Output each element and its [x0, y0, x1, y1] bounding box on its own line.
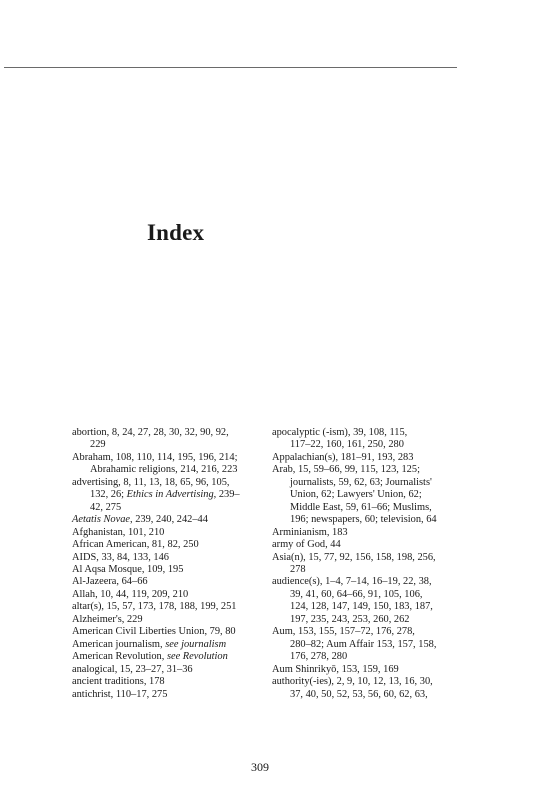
index-entry-continuation: [272, 589, 472, 601]
index-entry-line: [272, 552, 472, 564]
index-entry-line: [272, 464, 472, 476]
index-entry-text: authority(-ies), 2, 9, 10, 12, 13, 16, 30,: [272, 676, 433, 688]
index-entry-text: 42, 275: [90, 501, 122, 513]
index-entry-continuation: [272, 514, 472, 526]
index-entry-continuation: [272, 689, 472, 701]
index-entry-line: [72, 589, 268, 601]
index-entry-text: 37, 40, 50, 52, 53, 56, 60, 62, 63,: [290, 688, 428, 700]
index-entry-line: [72, 639, 268, 651]
index-entry-line: [272, 527, 472, 539]
index-entry-text: antichrist, 110–17, 275: [72, 688, 168, 700]
index-entry: [72, 601, 268, 613]
index-entry-line: [272, 539, 472, 551]
index-entry-text: 176, 278, 280: [290, 651, 348, 663]
index-entry-text: AIDS, 33, 84, 133, 146: [72, 551, 169, 563]
index-entry-italic-text: see journalism: [165, 638, 227, 650]
index-entry-line: [72, 427, 268, 439]
header-rule: [4, 67, 457, 68]
index-entry-line: [72, 539, 268, 551]
index-entry-text: analogical, 15, 23–27, 31–36: [72, 663, 193, 675]
index-entry: [72, 552, 268, 564]
index-entry-line: [72, 614, 268, 626]
index-entry-text: 280–82; Aum Affair 153, 157, 158,: [290, 638, 437, 650]
index-entry: [72, 539, 268, 551]
index-entry-italic-text: see Revolution: [166, 651, 228, 663]
index-entry: [72, 589, 268, 601]
index-entry: [72, 477, 268, 514]
index-entry-italic-text: Ethics in Advertising: [126, 489, 214, 501]
index-entry: [72, 452, 268, 477]
index-entry-text: Allah, 10, 44, 119, 209, 210: [72, 588, 189, 600]
index-entry-text: Alzheimer's, 229: [72, 613, 143, 625]
index-entry-text: Middle East, 59, 61–66; Muslims,: [290, 501, 432, 513]
index-entry-text: 117–22, 160, 161, 250, 280: [290, 439, 404, 451]
page-number: 309: [251, 760, 269, 774]
index-entry-line: [272, 576, 472, 588]
index-entry-continuation: [72, 502, 268, 514]
index-entry-text: American Civil Liberties Union, 79, 80: [72, 626, 236, 638]
index-entry-line: [272, 452, 472, 464]
index-entry-continuation: [72, 439, 268, 451]
index-entry-line: [272, 427, 472, 439]
index-entry: [72, 664, 268, 676]
index-entry: [72, 689, 268, 701]
index-entry-text: 124, 128, 147, 149, 150, 183, 187,: [290, 601, 433, 613]
index-entry-text: 39, 41, 60, 64–66, 91, 105, 106,: [290, 588, 423, 600]
index-entry: [272, 626, 472, 663]
index-entry-text: American journalism,: [72, 638, 166, 650]
index-entry-text: Aum, 153, 155, 157–72, 176, 278,: [272, 626, 415, 638]
index-entry-continuation: [72, 489, 268, 501]
page-title: Index: [147, 220, 205, 245]
index-entry-text: 278: [290, 563, 306, 575]
index-entry: [272, 464, 472, 526]
index-entry-continuation: [272, 477, 472, 489]
index-entry: [72, 514, 268, 526]
index-entry: [272, 427, 472, 452]
index-entry-text: Aum Shinrikyō, 153, 159, 169: [272, 663, 399, 675]
index-entry-line: [272, 664, 472, 676]
index-entry: [72, 651, 268, 663]
index-entry-text: audience(s), 1–4, 7–14, 16–19, 22, 38,: [272, 576, 432, 588]
index-entry: [72, 626, 268, 638]
index-entry-text: , 239–: [213, 489, 240, 501]
index-entry-text: Al-Jazeera, 64–66: [72, 576, 148, 588]
index-entry-text: abortion, 8, 24, 27, 28, 30, 32, 90, 92,: [72, 427, 229, 438]
index-entry-line: [72, 689, 268, 701]
index-entry-text: Al Aqsa Mosque, 109, 195: [72, 563, 184, 575]
index-entry-text: journalists, 59, 62, 63; Journalists': [290, 476, 432, 488]
index-entry-continuation: [272, 564, 472, 576]
index-entry-text: apocalyptic (-ism), 39, 108, 115,: [272, 427, 408, 438]
index-entry-line: [72, 676, 268, 688]
index-entry-text: , 239, 240, 242–44: [130, 514, 208, 526]
index-entry-line: [272, 676, 472, 688]
index-entry-line: [72, 601, 268, 613]
index-entry-line: [72, 626, 268, 638]
index-entry: [272, 676, 472, 701]
index-entry-line: [72, 664, 268, 676]
index-entry: [272, 576, 472, 626]
index-entry-continuation: [272, 601, 472, 613]
index-entry: [72, 576, 268, 588]
index-column-right: [272, 427, 472, 701]
index-entry-continuation: [272, 489, 472, 501]
index-entry-continuation: [272, 651, 472, 663]
index-entry-text: Appalachian(s), 181–91, 193, 283: [272, 451, 414, 463]
index-entry-text: 196; newspapers, 60; television, 64: [290, 514, 437, 526]
index-entry: [72, 614, 268, 626]
index-entry: [272, 527, 472, 539]
index-entry: [272, 664, 472, 676]
index-entry-italic-text: Aetatis Novae: [72, 514, 131, 526]
index-entry-text: American Revolution,: [72, 651, 167, 663]
index-entry: [272, 452, 472, 464]
index-entry-text: Abraham, 108, 110, 114, 195, 196, 214;: [72, 451, 238, 463]
index-entry-continuation: [272, 639, 472, 651]
index-entry: [72, 676, 268, 688]
index-entry-text: advertising, 8, 11, 13, 18, 65, 96, 105,: [72, 476, 230, 488]
index-entry: [72, 427, 268, 452]
index-entry-line: [72, 477, 268, 489]
index-entry-line: [72, 564, 268, 576]
index-entry-line: [72, 552, 268, 564]
index-entry-line: [72, 651, 268, 663]
index-entry: [72, 527, 268, 539]
index-entry-text: Asia(n), 15, 77, 92, 156, 158, 198, 256,: [272, 551, 436, 563]
index-entry-text: ancient traditions, 178: [72, 676, 165, 688]
index-entry-continuation: [72, 464, 268, 476]
index-entry-text: 197, 235, 243, 253, 260, 262: [290, 613, 410, 625]
index-entry-continuation: [272, 502, 472, 514]
index-entry-line: [72, 452, 268, 464]
index-entry-text: Abrahamic religions, 214, 216, 223: [90, 464, 238, 476]
index-entry-text: African American, 81, 82, 250: [72, 539, 199, 551]
index-entry-text: Afghanistan, 101, 210: [72, 526, 165, 538]
index-column-left: [72, 427, 268, 701]
index-entry-text: 132, 26;: [90, 489, 127, 501]
index-entry: [272, 552, 472, 577]
index-entry-line: [72, 514, 268, 526]
index-entry-text: 229: [90, 439, 106, 451]
index-entry-text: Arminianism, 183: [272, 526, 348, 538]
index-entry: [72, 639, 268, 651]
index-entry-text: altar(s), 15, 57, 173, 178, 188, 199, 251: [72, 601, 237, 613]
index-entry-line: [72, 576, 268, 588]
index-entry-line: [72, 527, 268, 539]
index-entry: [272, 539, 472, 551]
index-entry-text: Arab, 15, 59–66, 99, 115, 123, 125;: [272, 464, 420, 476]
index-entry-line: [272, 626, 472, 638]
index-entry: [72, 564, 268, 576]
index-entry-continuation: [272, 614, 472, 626]
index-entry-continuation: [272, 439, 472, 451]
index-entry-text: Union, 62; Lawyers' Union, 62;: [290, 489, 422, 501]
index-entry-text: army of God, 44: [272, 539, 341, 551]
